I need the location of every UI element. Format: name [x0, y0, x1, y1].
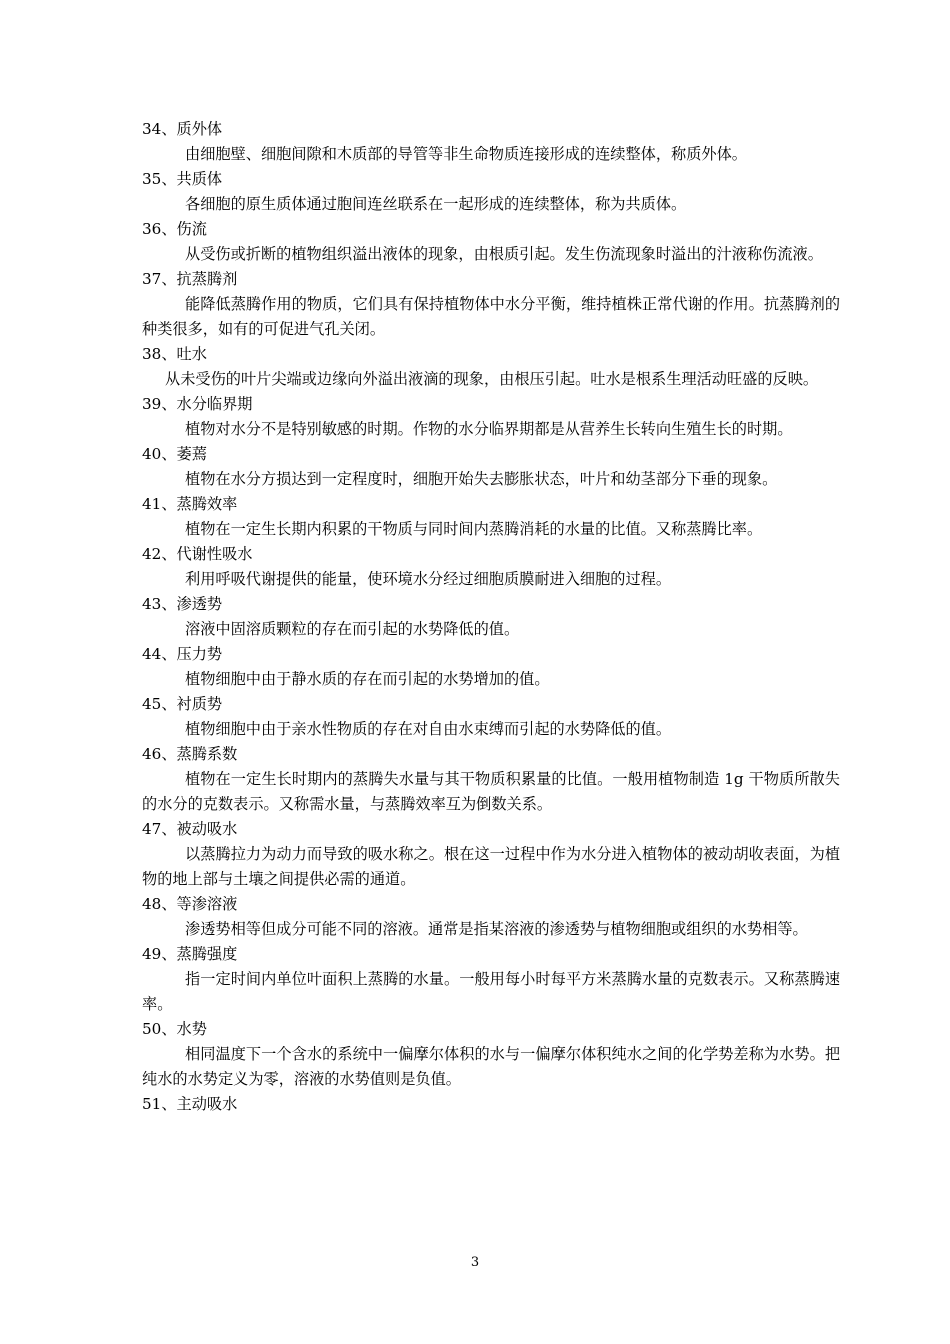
entry-34: [142, 117, 840, 167]
entry-term: 42、代谢性吸水: [142, 545, 253, 563]
entry-49: [142, 942, 840, 1017]
entry-40: [142, 442, 840, 492]
entry-term: 38、吐水: [142, 345, 207, 363]
entry-definition: 指一定时间内单位叶面积上蒸腾的水量。一般用每小时每平方米蒸腾水量的克数表示。又称蒸腾速率。: [142, 970, 840, 1013]
entry-term: 50、水势: [142, 1020, 207, 1038]
entry-definition: 相同温度下一个含水的系统中一偏摩尔体积的水与一偏摩尔体积纯水之间的化学势差称为水势。把纯水的水势定义为零，溶液的水势值则是负值。: [142, 1045, 840, 1088]
entry-definition: 植物在一定生长时期内的蒸腾失水量与其干物质积累量的比值。一般用植物制造 1g 干物质所散失的水分的克数表示。又称需水量，与蒸腾效率互为倒数关系。: [142, 770, 840, 813]
entry-definition: 植物在水分方损达到一定程度时，细胞开始失去膨胀状态，叶片和幼茎部分下垂的现象。: [185, 470, 778, 488]
page-number: 3: [470, 1255, 480, 1270]
entry-term: 39、水分临界期: [142, 395, 253, 413]
entry-39: [142, 392, 840, 442]
entry-47: [142, 817, 840, 892]
entry-45: [142, 692, 840, 742]
entry-definition: 渗透势相等但成分可能不同的溶液。通常是指某溶液的渗透势与植物细胞或组织的水势相等。: [185, 920, 808, 938]
entry-definition: 从未受伤的叶片尖端或边缘向外溢出液滴的现象，由根压引起。吐水是根系生理活动旺盛的反映。: [165, 370, 819, 388]
entry-38: [142, 342, 840, 392]
entry-44: [142, 642, 840, 692]
entry-term: 41、蒸腾效率: [142, 495, 238, 513]
entry-definition: 各细胞的原生质体通过胞间连丝联系在一起形成的连续整体，称为共质体。: [185, 195, 687, 213]
entry-35: [142, 167, 840, 217]
entry-term: 40、萎蔫: [142, 445, 207, 463]
entry-term: 47、被动吸水: [142, 820, 238, 838]
entry-term: 51、主动吸水: [142, 1095, 238, 1113]
entry-term: 48、等渗溶液: [142, 895, 238, 913]
entry-term: 49、蒸腾强度: [142, 945, 238, 963]
entry-term: 45、衬质势: [142, 695, 223, 713]
entry-term: 35、共质体: [142, 170, 223, 188]
entry-36: [142, 217, 840, 267]
entry-definition: 植物对水分不是特别敏感的时期。作物的水分临界期都是从营养生长转向生殖生长的时期。: [185, 420, 793, 438]
entry-50: [142, 1017, 840, 1092]
entry-term: 46、蒸腾系数: [142, 745, 238, 763]
entry-41: [142, 492, 840, 542]
entry-term: 36、伤流: [142, 220, 207, 238]
entry-definition: 以蒸腾拉力为动力而导致的吸水称之。根在这一过程中作为水分进入植物体的被动胡收表面，为植物的地上部与土壤之间提供必需的通道。: [142, 845, 840, 888]
entry-definition: 利用呼吸代谢提供的能量，使环境水分经过细胞质膜耐进入细胞的过程。: [185, 570, 671, 588]
entry-definition: 植物细胞中由于亲水性物质的存在对自由水束缚而引起的水势降低的值。: [185, 720, 671, 738]
entry-definition: 植物在一定生长期内积累的干物质与同时间内蒸腾消耗的水量的比值。又称蒸腾比率。: [185, 520, 763, 538]
entry-43: [142, 592, 840, 642]
entry-48: [142, 892, 840, 942]
entry-51: [142, 1092, 840, 1117]
entry-definition: 从受伤或折断的植物组织溢出液体的现象，由根质引起。发生伤流现象时溢出的汁液称伤流液。: [185, 245, 823, 263]
entry-37: [142, 267, 840, 342]
entry-term: 34、质外体: [142, 120, 223, 138]
entry-term: 43、渗透势: [142, 595, 223, 613]
glossary-content: [142, 117, 840, 1117]
entry-42: [142, 542, 840, 592]
entry-46: [142, 742, 840, 817]
entry-definition: 由细胞壁、细胞间隙和木质部的导管等非生命物质连接形成的连续整体，称质外体。: [185, 145, 747, 163]
entry-definition: 能降低蒸腾作用的物质，它们具有保持植物体中水分平衡，维持植株正常代谢的作用。抗蒸腾剂的种类很多，如有的可促进气孔关闭。: [142, 295, 840, 338]
entry-definition: 植物细胞中由于静水质的存在而引起的水势增加的值。: [185, 670, 550, 688]
entry-term: 44、压力势: [142, 645, 223, 663]
entry-term: 37、抗蒸腾剂: [142, 270, 238, 288]
entry-definition: 溶液中固溶质颗粒的存在而引起的水势降低的值。: [185, 620, 520, 638]
